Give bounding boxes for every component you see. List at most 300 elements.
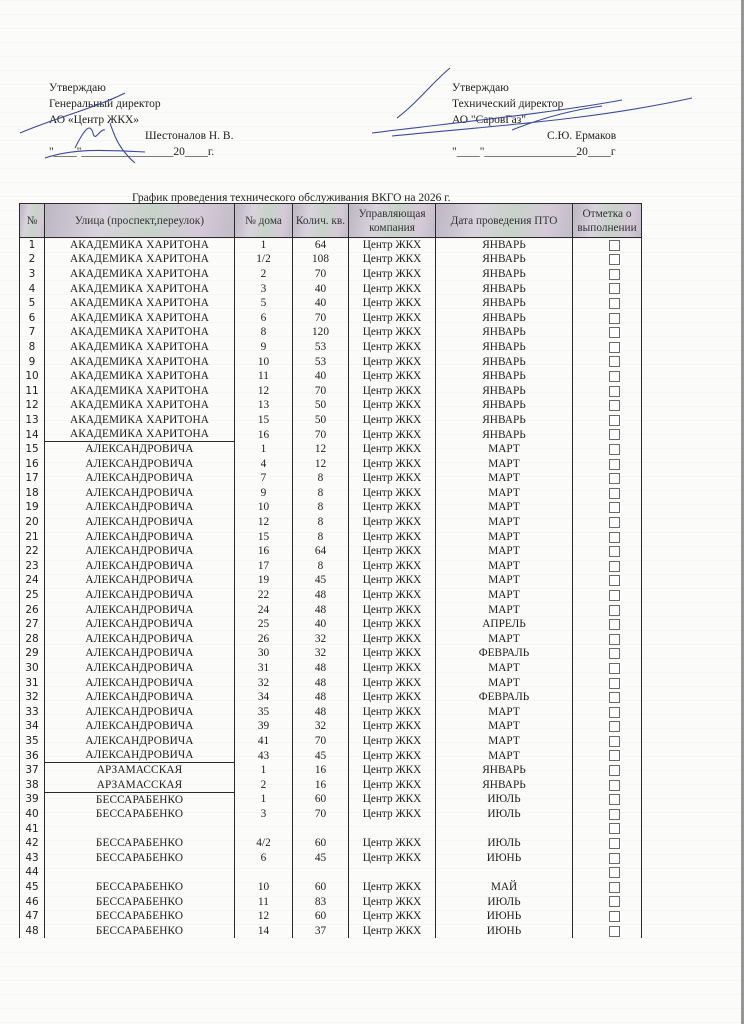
completion-checkbox[interactable] — [609, 794, 620, 805]
street-name: АЛЕКСАНДРОВИЧА — [45, 646, 235, 661]
apartment-count: 83 — [293, 894, 349, 909]
table-row — [20, 296, 642, 311]
apartment-count: 48 — [293, 675, 349, 690]
header-street: Улица (проспект,переулок) — [45, 204, 235, 238]
house-number: 4/2 — [235, 836, 293, 851]
apartment-count: 64 — [293, 544, 349, 559]
row-number: 29 — [20, 646, 45, 661]
apartment-count: 60 — [293, 836, 349, 851]
maintenance-month: ЯНВАРЬ — [436, 369, 573, 384]
management-company: Центр ЖКХ — [349, 690, 436, 705]
apartment-count: 70 — [293, 807, 349, 822]
street-name: АЛЕКСАНДРОВИЧА — [45, 500, 235, 515]
row-number: 30 — [20, 661, 45, 676]
maintenance-month: ЯНВАРЬ — [436, 354, 573, 369]
maintenance-month: ИЮЛЬ — [436, 792, 573, 807]
apartment-count: 48 — [293, 602, 349, 617]
completion-checkbox[interactable] — [609, 371, 620, 382]
street-name: АЛЕКСАНДРОВИЧА — [45, 690, 235, 705]
row-number: 4 — [20, 281, 45, 296]
maintenance-month: ИЮНЬ — [436, 909, 573, 924]
apartment-count: 40 — [293, 281, 349, 296]
completion-checkbox[interactable] — [609, 269, 620, 280]
row-number: 37 — [20, 763, 45, 778]
completion-checkbox[interactable] — [609, 327, 620, 338]
completion-mark-cell — [573, 602, 642, 617]
apartment-count: 48 — [293, 661, 349, 676]
street-name: АЛЕКСАНДРОВИЧА — [45, 559, 235, 574]
street-name: АКАДЕМИКА ХАРИТОНА — [45, 413, 235, 428]
row-number: 32 — [20, 690, 45, 705]
street-name: АКАДЕМИКА ХАРИТОНА — [45, 325, 235, 340]
house-number: 15 — [235, 529, 293, 544]
maintenance-month: ЯНВАРЬ — [436, 340, 573, 355]
row-number: 11 — [20, 383, 45, 398]
house-number — [235, 821, 293, 836]
completion-checkbox[interactable] — [609, 444, 620, 455]
row-number: 24 — [20, 573, 45, 588]
row-number: 13 — [20, 413, 45, 428]
completion-mark-cell — [573, 865, 642, 880]
table-row — [20, 515, 642, 530]
completion-mark-cell — [573, 340, 642, 355]
completion-mark-cell — [573, 821, 642, 836]
header-number: № — [20, 204, 45, 238]
house-number: 10 — [235, 880, 293, 895]
management-company: Центр ЖКХ — [349, 427, 436, 442]
management-company: Центр ЖКХ — [349, 836, 436, 851]
completion-checkbox[interactable] — [609, 517, 620, 528]
row-number: 9 — [20, 354, 45, 369]
maintenance-month: ЯНВАРЬ — [436, 252, 573, 267]
management-company: Центр ЖКХ — [349, 894, 436, 909]
maintenance-month: ЯНВАРЬ — [436, 398, 573, 413]
maintenance-month: МАРТ — [436, 602, 573, 617]
table-row — [20, 281, 642, 296]
completion-checkbox[interactable] — [609, 459, 620, 470]
completion-mark-cell — [573, 675, 642, 690]
management-company: Центр ЖКХ — [349, 398, 436, 413]
apartment-count: 45 — [293, 748, 349, 763]
maintenance-month: ИЮЛЬ — [436, 807, 573, 822]
completion-mark-cell — [573, 325, 642, 340]
table-row — [20, 807, 642, 822]
completion-checkbox[interactable] — [609, 634, 620, 645]
maintenance-month: ИЮНЬ — [436, 923, 573, 938]
table-row — [20, 559, 642, 574]
maintenance-month: ЯНВАРЬ — [436, 310, 573, 325]
header-company: Управляющая компания — [349, 204, 436, 238]
apartment-count: 32 — [293, 719, 349, 734]
table-row — [20, 661, 642, 676]
completion-mark-cell — [573, 763, 642, 778]
management-company: Центр ЖКХ — [349, 807, 436, 822]
street-name: АЛЕКСАНДРОВИЧА — [45, 719, 235, 734]
completion-checkbox[interactable] — [609, 400, 620, 411]
house-number: 9 — [235, 486, 293, 501]
maintenance-month: МАРТ — [436, 442, 573, 457]
street-name: АЛЕКСАНДРОВИЧА — [45, 705, 235, 720]
completion-mark-cell — [573, 705, 642, 720]
completion-checkbox[interactable] — [609, 692, 620, 703]
maintenance-month: ИЮЛЬ — [436, 894, 573, 909]
row-number: 36 — [20, 748, 45, 763]
row-number: 48 — [20, 923, 45, 938]
table-row — [20, 646, 642, 661]
house-number: 1/2 — [235, 252, 293, 267]
completion-checkbox[interactable] — [609, 750, 620, 761]
maintenance-month: ЯНВАРЬ — [436, 427, 573, 442]
management-company: Центр ЖКХ — [349, 544, 436, 559]
completion-mark-cell — [573, 588, 642, 603]
completion-checkbox[interactable] — [609, 342, 620, 353]
maintenance-month: АПРЕЛЬ — [436, 617, 573, 632]
completion-mark-cell — [573, 792, 642, 807]
street-name: БЕССАРАБЕНКО — [45, 894, 235, 909]
maintenance-month: МАРТ — [436, 748, 573, 763]
row-number: 45 — [20, 880, 45, 895]
maintenance-month: ЯНВАРЬ — [436, 413, 573, 428]
management-company: Центр ЖКХ — [349, 252, 436, 267]
apartment-count: 120 — [293, 325, 349, 340]
management-company: Центр ЖКХ — [349, 296, 436, 311]
completion-mark-cell — [573, 486, 642, 501]
row-number: 28 — [20, 632, 45, 647]
maintenance-month: ЯНВАРЬ — [436, 238, 573, 253]
completion-checkbox[interactable] — [609, 896, 620, 907]
table-row — [20, 456, 642, 471]
table-row — [20, 617, 642, 632]
maintenance-month: ЯНВАРЬ — [436, 777, 573, 792]
completion-checkbox[interactable] — [609, 488, 620, 499]
row-number: 23 — [20, 559, 45, 574]
completion-checkbox[interactable] — [609, 429, 620, 440]
management-company: Центр ЖКХ — [349, 880, 436, 895]
completion-checkbox[interactable] — [609, 926, 620, 937]
management-company: Центр ЖКХ — [349, 588, 436, 603]
completion-mark-cell — [573, 661, 642, 676]
completion-mark-cell — [573, 836, 642, 851]
row-number: 47 — [20, 909, 45, 924]
house-number: 7 — [235, 471, 293, 486]
row-number: 44 — [20, 865, 45, 880]
completion-checkbox[interactable] — [609, 721, 620, 732]
house-number: 6 — [235, 310, 293, 325]
header-apartments: Колич. кв. — [293, 204, 349, 238]
house-number: 19 — [235, 573, 293, 588]
management-company: Центр ЖКХ — [349, 486, 436, 501]
completion-checkbox[interactable] — [609, 298, 620, 309]
completion-mark-cell — [573, 544, 642, 559]
completion-checkbox[interactable] — [609, 911, 620, 922]
apartment-count: 70 — [293, 427, 349, 442]
apartment-count: 8 — [293, 471, 349, 486]
completion-mark-cell — [573, 909, 642, 924]
completion-mark-cell — [573, 310, 642, 325]
completion-mark-cell — [573, 471, 642, 486]
management-company: Центр ЖКХ — [349, 748, 436, 763]
house-number: 13 — [235, 398, 293, 413]
completion-mark-cell — [573, 617, 642, 632]
row-number: 34 — [20, 719, 45, 734]
street-name: АЛЕКСАНДРОВИЧА — [45, 617, 235, 632]
table-row — [20, 471, 642, 486]
apartment-count: 40 — [293, 369, 349, 384]
completion-mark-cell — [573, 690, 642, 705]
completion-checkbox[interactable] — [609, 765, 620, 776]
house-number: 35 — [235, 705, 293, 720]
table-row — [20, 369, 642, 384]
completion-checkbox[interactable] — [609, 532, 620, 543]
maintenance-month: ЯНВАРЬ — [436, 763, 573, 778]
completion-checkbox[interactable] — [609, 473, 620, 484]
table-row — [20, 690, 642, 705]
apartment-count — [293, 821, 349, 836]
maintenance-month: МАРТ — [436, 661, 573, 676]
table-row — [20, 923, 642, 938]
table-row — [20, 850, 642, 865]
completion-checkbox[interactable] — [609, 736, 620, 747]
completion-checkbox[interactable] — [609, 809, 620, 820]
completion-checkbox[interactable] — [609, 838, 620, 849]
row-number: 39 — [20, 792, 45, 807]
table-header-row — [20, 204, 642, 238]
maintenance-month — [436, 865, 573, 880]
header-house: № дома — [235, 204, 293, 238]
street-name: БЕССАРАБЕНКО — [45, 909, 235, 924]
table-row — [20, 880, 642, 895]
street-name: АЛЕКСАНДРОВИЧА — [45, 588, 235, 603]
completion-checkbox[interactable] — [609, 561, 620, 572]
completion-checkbox[interactable] — [609, 678, 620, 689]
house-number: 11 — [235, 369, 293, 384]
apartment-count: 60 — [293, 792, 349, 807]
table-row — [20, 836, 642, 851]
maintenance-month: МАРТ — [436, 559, 573, 574]
row-number: 6 — [20, 310, 45, 325]
street-name: БЕССАРАБЕНКО — [45, 880, 235, 895]
completion-checkbox[interactable] — [609, 823, 620, 834]
table-row — [20, 325, 642, 340]
row-number: 22 — [20, 544, 45, 559]
apartment-count: 53 — [293, 340, 349, 355]
management-company: Центр ЖКХ — [349, 646, 436, 661]
house-number: 41 — [235, 734, 293, 749]
completion-mark-cell — [573, 894, 642, 909]
maintenance-month: МАРТ — [436, 456, 573, 471]
approval-block-right — [452, 80, 616, 160]
house-number: 6 — [235, 850, 293, 865]
management-company: Центр ЖКХ — [349, 369, 436, 384]
completion-mark-cell — [573, 923, 642, 938]
completion-mark-cell — [573, 354, 642, 369]
management-company: Центр ЖКХ — [349, 238, 436, 253]
apartment-count: 48 — [293, 705, 349, 720]
street-name: АЛЕКСАНДРОВИЧА — [45, 456, 235, 471]
completion-checkbox[interactable] — [609, 254, 620, 265]
completion-checkbox[interactable] — [609, 605, 620, 616]
completion-checkbox[interactable] — [609, 415, 620, 426]
street-name: АЛЕКСАНДРОВИЧА — [45, 486, 235, 501]
management-company: Центр ЖКХ — [349, 559, 436, 574]
apartment-count: 40 — [293, 296, 349, 311]
table-row — [20, 705, 642, 720]
management-company: Центр ЖКХ — [349, 675, 436, 690]
maintenance-month: ФЕВРАЛЬ — [436, 690, 573, 705]
completion-mark-cell — [573, 559, 642, 574]
completion-checkbox[interactable] — [609, 853, 620, 864]
approval-left-signer: Шестоналов Н. В. — [145, 130, 234, 142]
completion-checkbox[interactable] — [609, 867, 620, 878]
table-row — [20, 763, 642, 778]
completion-checkbox[interactable] — [609, 356, 620, 367]
street-name: АЛЕКСАНДРОВИЧА — [45, 748, 235, 763]
street-name: БЕССАРАБЕНКО — [45, 807, 235, 822]
apartment-count: 70 — [293, 310, 349, 325]
row-number: 8 — [20, 340, 45, 355]
maintenance-month: МАРТ — [436, 529, 573, 544]
house-number: 2 — [235, 777, 293, 792]
management-company: Центр ЖКХ — [349, 383, 436, 398]
completion-checkbox[interactable] — [609, 283, 620, 294]
house-number: 43 — [235, 748, 293, 763]
street-name — [45, 821, 235, 836]
maintenance-schedule-table — [19, 203, 642, 938]
completion-mark-cell — [573, 413, 642, 428]
completion-mark-cell — [573, 296, 642, 311]
apartment-count: 64 — [293, 238, 349, 253]
completion-checkbox[interactable] — [609, 882, 620, 893]
completion-mark-cell — [573, 632, 642, 647]
street-name: АЛЕКСАНДРОВИЧА — [45, 734, 235, 749]
apartment-count: 45 — [293, 850, 349, 865]
house-number: 16 — [235, 427, 293, 442]
street-name: АРЗАМАССКАЯ — [45, 777, 235, 792]
maintenance-month: МАРТ — [436, 486, 573, 501]
street-name: БЕССАРАБЕНКО — [45, 923, 235, 938]
house-number: 12 — [235, 909, 293, 924]
approval-left-heading: Утверждаю — [49, 82, 106, 94]
completion-checkbox[interactable] — [609, 386, 620, 397]
maintenance-month: ФЕВРАЛЬ — [436, 646, 573, 661]
maintenance-month: МАРТ — [436, 471, 573, 486]
approval-right-position: Технический директор — [452, 98, 564, 110]
apartment-count: 8 — [293, 515, 349, 530]
row-number: 2 — [20, 252, 45, 267]
apartment-count: 8 — [293, 529, 349, 544]
table-row — [20, 529, 642, 544]
row-number: 31 — [20, 675, 45, 690]
completion-checkbox[interactable] — [609, 648, 620, 659]
management-company: Центр ЖКХ — [349, 719, 436, 734]
maintenance-month: ЯНВАРЬ — [436, 296, 573, 311]
house-number — [235, 865, 293, 880]
apartment-count: 12 — [293, 456, 349, 471]
street-name: БЕССАРАБЕНКО — [45, 792, 235, 807]
apartment-count: 40 — [293, 617, 349, 632]
management-company: Центр ЖКХ — [349, 661, 436, 676]
completion-mark-cell — [573, 719, 642, 734]
management-company — [349, 821, 436, 836]
completion-checkbox[interactable] — [609, 502, 620, 513]
house-number: 12 — [235, 383, 293, 398]
street-name: АЛЕКСАНДРОВИЧА — [45, 471, 235, 486]
street-name: АРЗАМАССКАЯ — [45, 763, 235, 778]
row-number: 35 — [20, 734, 45, 749]
completion-mark-cell — [573, 573, 642, 588]
completion-checkbox[interactable] — [609, 590, 620, 601]
apartment-count: 8 — [293, 486, 349, 501]
apartment-count: 70 — [293, 267, 349, 282]
completion-checkbox[interactable] — [609, 619, 620, 630]
completion-checkbox[interactable] — [609, 575, 620, 586]
management-company: Центр ЖКХ — [349, 325, 436, 340]
completion-checkbox[interactable] — [609, 240, 620, 251]
completion-mark-cell — [573, 238, 642, 253]
row-number: 38 — [20, 777, 45, 792]
management-company: Центр ЖКХ — [349, 850, 436, 865]
management-company: Центр ЖКХ — [349, 442, 436, 457]
row-number: 46 — [20, 894, 45, 909]
street-name: АЛЕКСАНДРОВИЧА — [45, 675, 235, 690]
completion-checkbox[interactable] — [609, 780, 620, 791]
house-number: 3 — [235, 281, 293, 296]
house-number: 1 — [235, 763, 293, 778]
maintenance-month: ИЮНЬ — [436, 850, 573, 865]
house-number: 15 — [235, 413, 293, 428]
apartment-count: 8 — [293, 559, 349, 574]
completion-mark-cell — [573, 515, 642, 530]
completion-mark-cell — [573, 398, 642, 413]
house-number: 8 — [235, 325, 293, 340]
row-number: 12 — [20, 398, 45, 413]
completion-checkbox[interactable] — [609, 707, 620, 718]
table-row — [20, 544, 642, 559]
management-company: Центр ЖКХ — [349, 573, 436, 588]
street-name: АЛЕКСАНДРОВИЧА — [45, 573, 235, 588]
completion-mark-cell — [573, 748, 642, 763]
completion-checkbox[interactable] — [609, 663, 620, 674]
house-number: 39 — [235, 719, 293, 734]
management-company: Центр ЖКХ — [349, 471, 436, 486]
completion-mark-cell — [573, 734, 642, 749]
management-company: Центр ЖКХ — [349, 734, 436, 749]
completion-checkbox[interactable] — [609, 313, 620, 324]
row-number: 25 — [20, 588, 45, 603]
street-name: АЛЕКСАНДРОВИЧА — [45, 661, 235, 676]
approval-left-organization: АО «Центр ЖКХ» — [49, 114, 140, 126]
row-number: 5 — [20, 296, 45, 311]
apartment-count: 70 — [293, 734, 349, 749]
house-number: 5 — [235, 296, 293, 311]
street-name: АЛЕКСАНДРОВИЧА — [45, 602, 235, 617]
apartment-count: 32 — [293, 632, 349, 647]
street-name: АЛЕКСАНДРОВИЧА — [45, 529, 235, 544]
management-company: Центр ЖКХ — [349, 792, 436, 807]
completion-checkbox[interactable] — [609, 546, 620, 557]
maintenance-month: МАРТ — [436, 675, 573, 690]
house-number: 24 — [235, 602, 293, 617]
apartment-count: 12 — [293, 442, 349, 457]
row-number: 42 — [20, 836, 45, 851]
street-name: АКАДЕМИКА ХАРИТОНА — [45, 369, 235, 384]
completion-mark-cell — [573, 880, 642, 895]
table-row — [20, 821, 642, 836]
completion-mark-cell — [573, 456, 642, 471]
completion-mark-cell — [573, 500, 642, 515]
street-name: АКАДЕМИКА ХАРИТОНА — [45, 398, 235, 413]
row-number: 20 — [20, 515, 45, 530]
